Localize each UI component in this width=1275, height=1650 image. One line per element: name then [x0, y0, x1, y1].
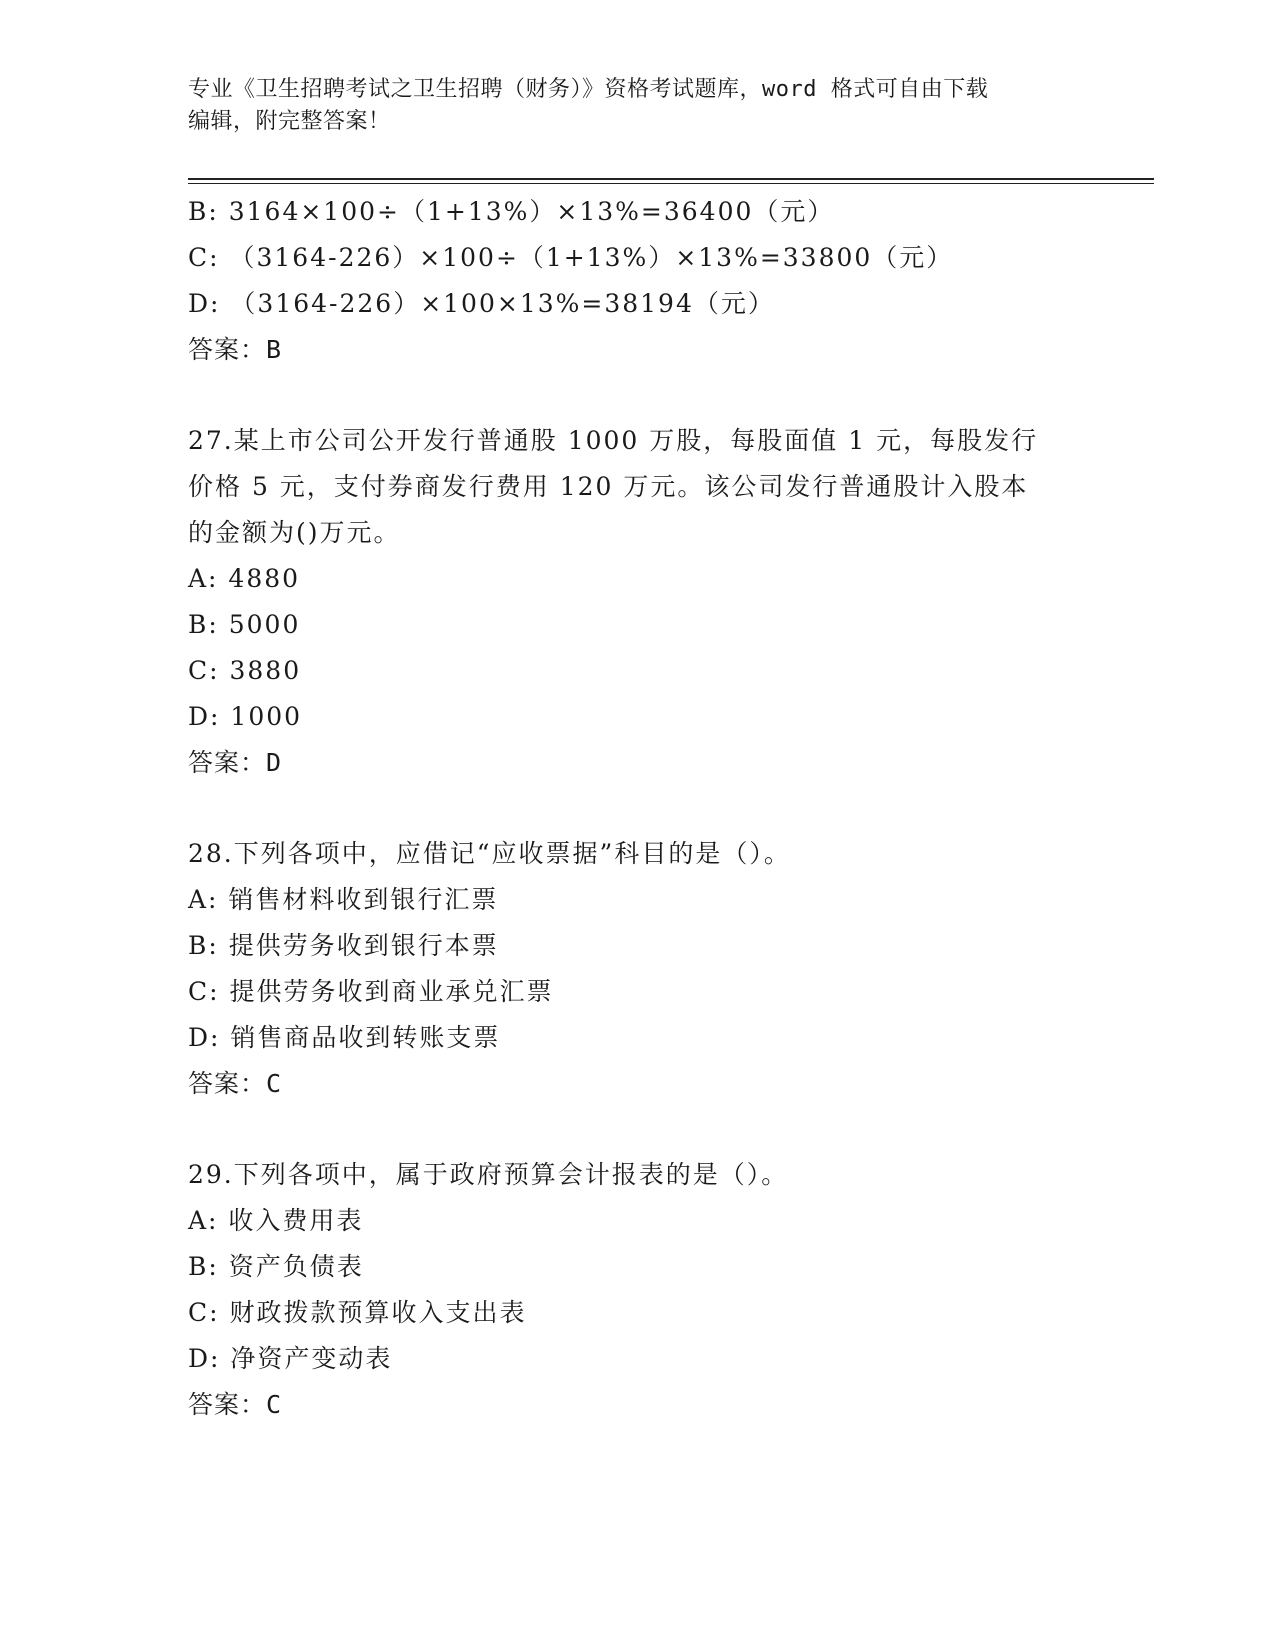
option-c: C: （3164-226）×100÷（1+13%）×13%=33800（元）: [188, 243, 954, 272]
option-d: D: 净资产变动表: [188, 1344, 393, 1373]
document-header: [188, 74, 1068, 138]
header-divider-thin: [188, 183, 1154, 184]
question-stem: 28.下列各项中，应借记“应收票据”科目的是（）。: [188, 839, 791, 868]
answer-line: 答案：B: [188, 335, 283, 364]
spacer: [188, 373, 1068, 418]
option-b: B: 3164×100÷（1+13%）×13%=36400（元）: [188, 197, 835, 226]
question-block-28: [188, 831, 1068, 1107]
header-line-2: 编辑，附完整答案！: [188, 109, 391, 134]
spacer: [188, 1107, 1068, 1152]
question-stem-line-3: 的金额为()万元。: [188, 518, 401, 547]
option-a: A: 4880: [188, 564, 301, 593]
option-d: D: 1000: [188, 702, 303, 731]
option-d: D: 销售商品收到转账支票: [188, 1023, 501, 1052]
answer-line: 答案：C: [188, 1390, 283, 1419]
option-c: C: 3880: [188, 656, 302, 685]
question-block-previous: [188, 189, 1068, 373]
question-block-29: [188, 1152, 1068, 1428]
option-a: A: 收入费用表: [188, 1206, 364, 1235]
option-b: B: 5000: [188, 610, 301, 639]
question-block-27: [188, 418, 1068, 786]
question-stem-line-1: 27.某上市公司公开发行普通股 1000 万股，每股面值 1 元，每股发行: [188, 426, 1039, 455]
option-b: B: 提供劳务收到银行本票: [188, 931, 499, 960]
spacer: [188, 786, 1068, 831]
answer-line: 答案：D: [188, 748, 283, 777]
option-c: C: 提供劳务收到商业承兑汇票: [188, 977, 554, 1006]
option-a: A: 销售材料收到银行汇票: [188, 885, 499, 914]
option-c: C: 财政拨款预算收入支出表: [188, 1298, 527, 1327]
option-d: D: （3164-226）×100×13%=38194（元）: [188, 289, 775, 318]
question-stem: 29.下列各项中，属于政府预算会计报表的是（）。: [188, 1160, 789, 1189]
question-stem-line-2: 价格 5 元，支付券商发行费用 120 万元。该公司发行普通股计入股本: [188, 472, 1029, 501]
question-list: [188, 189, 1068, 1428]
option-b: B: 资产负债表: [188, 1252, 364, 1281]
answer-line: 答案：C: [188, 1069, 283, 1098]
header-divider-thick: [188, 178, 1154, 180]
header-line-1: 专业《卫生招聘考试之卫生招聘（财务）》资格考试题库，word 格式可自由下载: [188, 77, 989, 102]
